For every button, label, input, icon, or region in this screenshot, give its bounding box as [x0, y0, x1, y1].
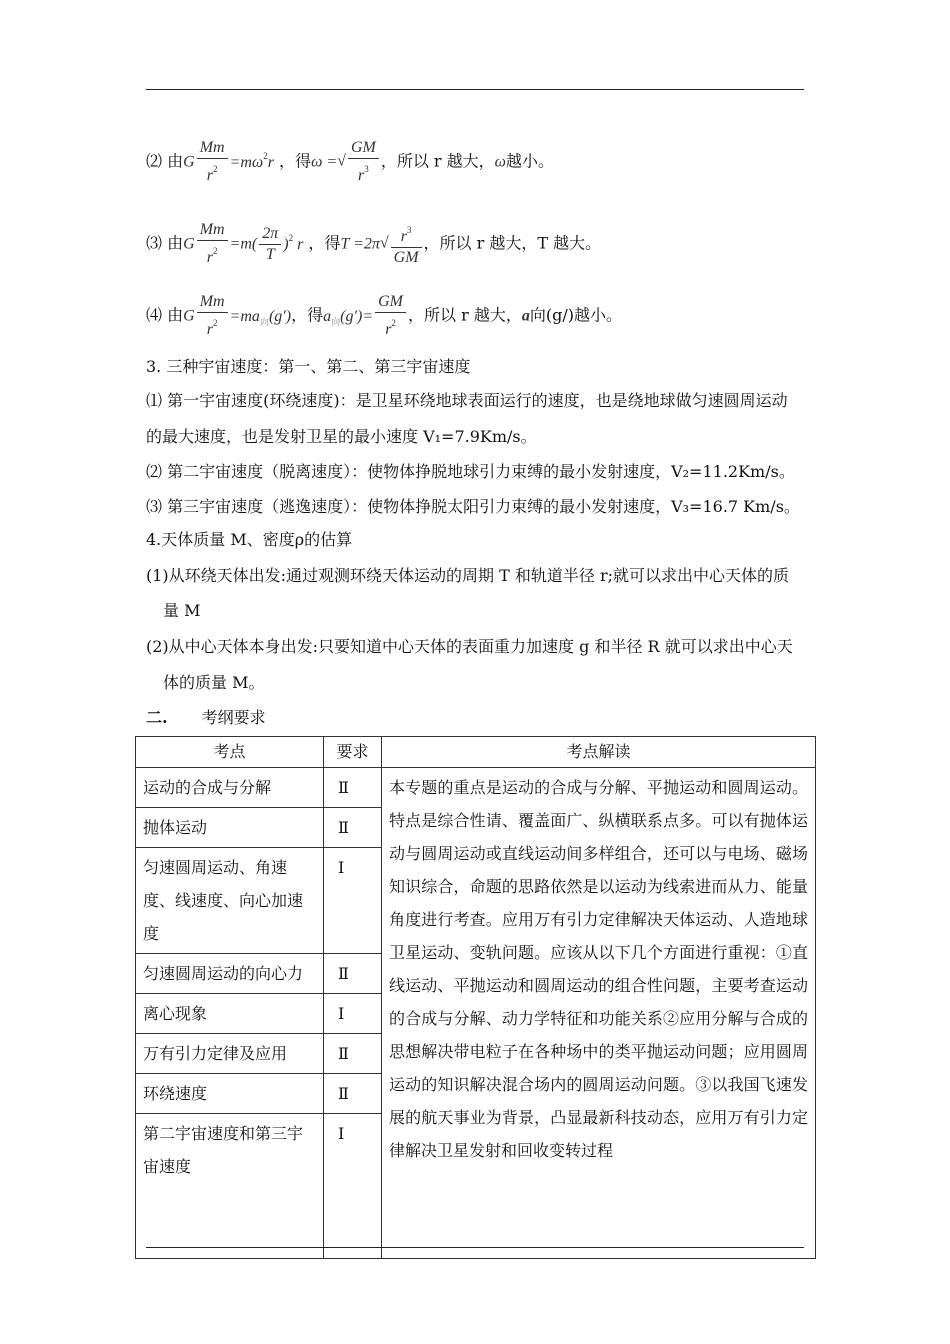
formula-4: ⑷ 由G $\frac{Mm}{r^2}$ $=ma_向(g')$，得$a_向(g')=$ $\frac{GM}{r^2}$ ，所以 r 越大，a向(g/)越小。 [146, 293, 622, 338]
first-cosmic-velocity-line1: ⑴ 第一宇宙速度(环绕速度)：是卫星环绕地球表面运行的速度，也是绕地球做匀速圆周运动 [146, 391, 788, 410]
third-cosmic-velocity: ⑶ 第三宇宙速度（逃逸速度）：使物体挣脱太阳引力束缚的最小发射速度，V₃=16.7 Km/s。 [146, 497, 800, 516]
table-row [136, 768, 816, 808]
interpretation-cell: 本专题的重点是运动的合成与分解、平抛运动和圆周运动。特点是综合性请、覆盖面广、纵横联系点多。可以有抛体运动与圆周运动或直线运动间多样组合，还可以与电场、磁场知识综合，命题的思路依然是以运动为线索进而从力、能量角度进行考查。应用万有引力定律解决天体运动、人造地球卫星运动、变轨问题。应该从以下几个方面进行重视：①直线运动、平抛运动和圆周运动的组合性问题，主要考查运动的合成与分解、动力学特征和功能关系②应用分解与合成的思想解决带电粒子在各种场中的类平抛运动问题；应用圆周运动的知识解决混合场内的圆周运动问题。③以我国飞速发展的航天事业为背景，凸显最新科技动态，应用万有引力定律解决卫星发射和回收变转过程 [382, 768, 816, 1259]
topic-cell: 匀速圆周运动的向心力 [136, 954, 324, 994]
header-interpretation: 考点解读 [382, 737, 816, 768]
topic-cell: 匀速圆周运动、角速度、线速度、向心加速度 [136, 848, 324, 954]
topic-cell: 离心现象 [136, 994, 324, 1034]
topic-cell: 第二宇宙速度和第三宇宙速度 [136, 1114, 324, 1259]
footer-rule [146, 1247, 804, 1248]
section-4-title: 4.天体质量 M、密度ρ的估算 [146, 530, 353, 549]
second-cosmic-velocity: ⑵ 第二宇宙速度（脱离速度）：使物体挣脱地球引力束缚的最小发射速度，V₂=11.2Km/s。 [146, 462, 795, 481]
method-1-line1: (1)从环绕天体出发:通过观测环绕天体运动的周期 T 和轨道半径 r;就可以求出中心天体的质 [146, 566, 790, 585]
syllabus-table [135, 736, 816, 1259]
requirement-cell: Ⅱ [324, 1074, 382, 1114]
topic-cell: 环绕速度 [136, 1074, 324, 1114]
requirement-cell: Ⅰ [324, 1114, 382, 1259]
header-topic: 考点 [136, 737, 324, 768]
requirement-cell: Ⅱ [324, 954, 382, 994]
header-rule [146, 89, 804, 90]
section-3-title: 3. 三种宇宙速度：第一、第二、第三宇宙速度 [146, 357, 471, 376]
first-cosmic-velocity-line2: 的最大速度，也是发射卫星的最小速度 V₁=7.9Km/s。 [146, 427, 537, 446]
requirement-cell: Ⅱ [324, 768, 382, 808]
requirement-cell: Ⅰ [324, 848, 382, 954]
topic-cell: 抛体运动 [136, 808, 324, 848]
method-2-line2: 体的质量 M。 [163, 673, 265, 692]
requirement-cell: Ⅱ [324, 1034, 382, 1074]
formula-2: ⑵ 由G $\frac{Mm}{r^2}$ $=m\omega^2r$ ，得ω =√ $\frac{GM}{r^3}$ ，所以 r 越大，ω越小。 [146, 139, 554, 184]
part-2-heading: 二. 考纲要求 [146, 708, 266, 727]
formula-3: ⑶ 由G $\frac{Mm}{r^2}$ =m( $\frac{2\pi}{T}$ )$^2$ r ，得T =2π√ $\frac{r^3}{GM}$ ，所以 r 越大，T 越大。 [146, 221, 602, 266]
requirement-cell: Ⅱ [324, 808, 382, 848]
topic-cell: 万有引力定律及应用 [136, 1034, 324, 1074]
requirement-cell: Ⅰ [324, 994, 382, 1034]
method-2-line1: (2)从中心天体本身出发:只要知道中心天体的表面重力加速度 g 和半径 R 就可以求出中心天 [146, 637, 793, 656]
table-header-row [136, 737, 816, 768]
topic-cell: 运动的合成与分解 [136, 768, 324, 808]
header-requirement: 要求 [324, 737, 382, 768]
method-1-line2: 量 M [163, 601, 201, 620]
